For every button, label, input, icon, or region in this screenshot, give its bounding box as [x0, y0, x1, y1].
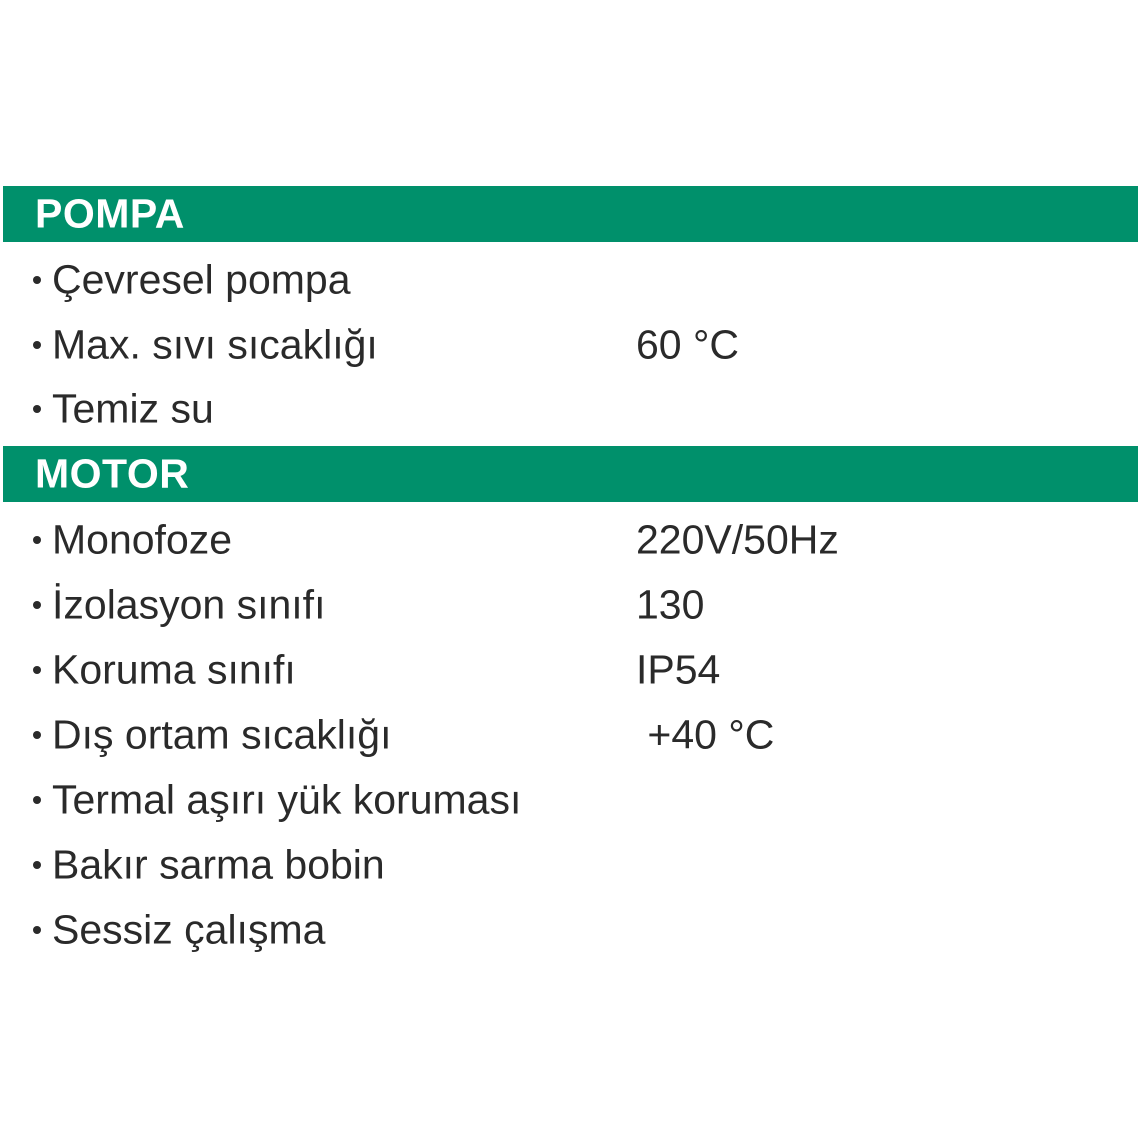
spec-item: [0, 900, 1140, 960]
bullet-icon: [33, 731, 41, 739]
spec-label: Temiz su: [52, 385, 214, 432]
spec-value: +40 °C: [636, 711, 775, 758]
spec-item: [0, 250, 1140, 310]
spec-label: İzolasyon sınıfı: [52, 581, 326, 628]
spec-item: [0, 835, 1140, 895]
bullet-icon: [33, 601, 41, 609]
spec-item: [0, 575, 1140, 635]
section-title-motor: MOTOR: [35, 450, 190, 497]
bullet-icon: [33, 796, 41, 804]
section-header-motor: [3, 446, 1138, 502]
spec-item: [0, 379, 1140, 439]
spec-value: 60 °C: [636, 321, 740, 368]
section-header-pompa: [3, 186, 1138, 242]
spec-item: [0, 770, 1140, 830]
spec-value: 130: [636, 581, 705, 628]
spec-label: Termal aşırı yük koruması: [52, 776, 522, 823]
bullet-icon: [33, 276, 41, 284]
bullet-icon: [33, 666, 41, 674]
bullet-icon: [33, 341, 41, 349]
spec-label: Koruma sınıfı: [52, 646, 296, 693]
bullet-icon: [33, 405, 41, 413]
spec-value: 220V/50Hz: [636, 516, 839, 563]
spec-label: Bakır sarma bobin: [52, 841, 385, 888]
spec-item: [0, 640, 1140, 700]
spec-label: Dış ortam sıcaklığı: [52, 711, 392, 758]
spec-label: Monofoze: [52, 516, 233, 563]
bullet-icon: [33, 926, 41, 934]
section-title-pompa: POMPA: [35, 190, 185, 237]
spec-value: IP54: [636, 646, 721, 693]
spec-item: [0, 315, 1140, 375]
bullet-icon: [33, 536, 41, 544]
spec-label: Max. sıvı sıcaklığı: [52, 321, 378, 368]
spec-item: [0, 705, 1140, 765]
spec-label: Çevresel pompa: [52, 256, 351, 303]
spec-item: [0, 510, 1140, 570]
bullet-icon: [33, 861, 41, 869]
spec-label: Sessiz çalışma: [52, 906, 326, 953]
